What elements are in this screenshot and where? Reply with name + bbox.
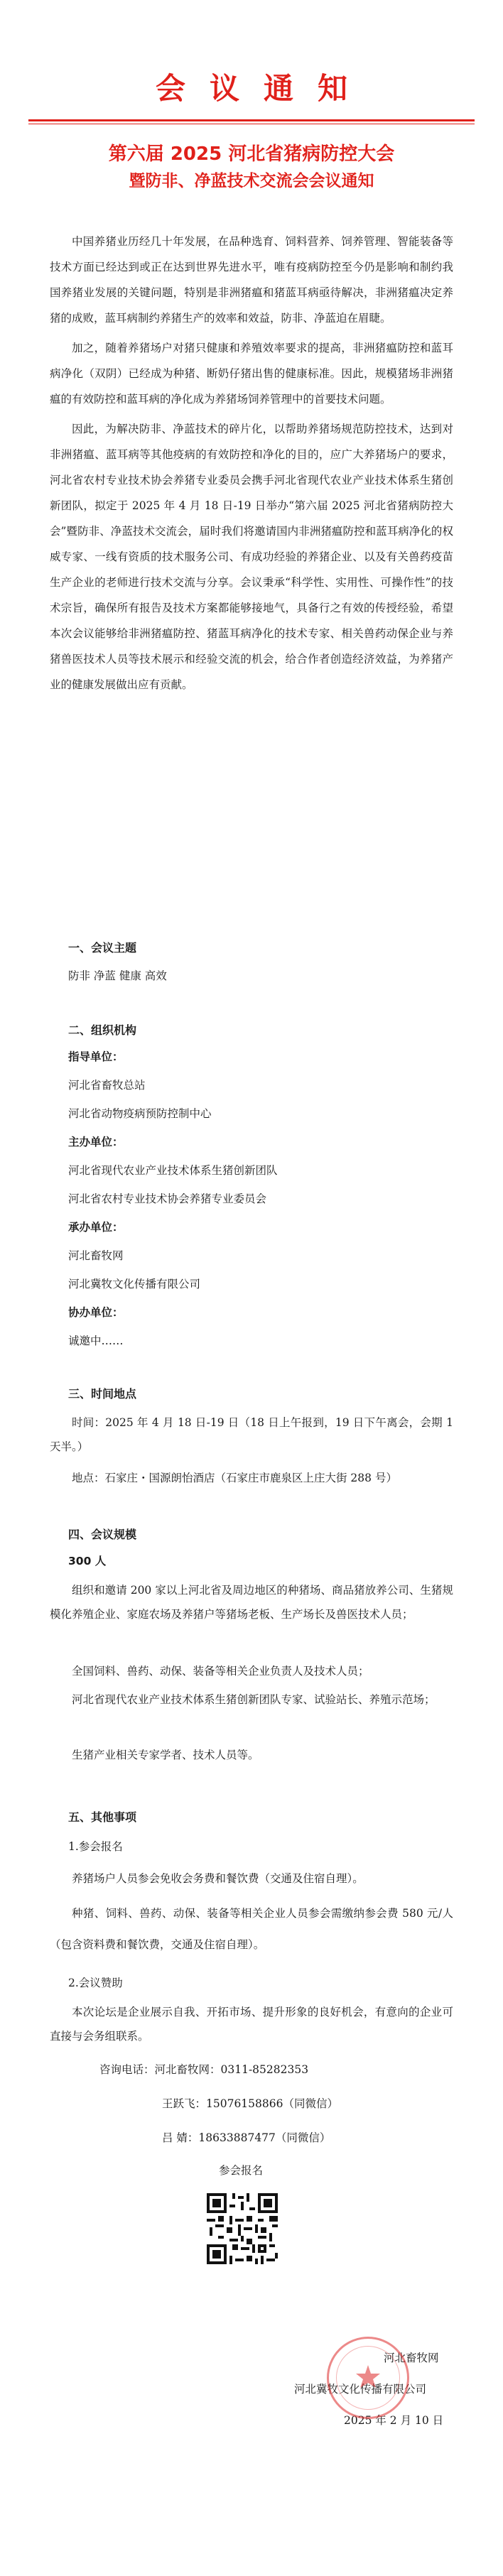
section-theme-title: 一、会议主题 (68, 941, 137, 955)
section-organization-title: 二、组织机构 (68, 1023, 137, 1037)
intro-paragraph-1: 中国养猪业历经几十年发展，在品种选育、饲料营养、饲养管理、智能装备等技术方面已经达到或正在达到世界先进水平，唯有疫病防控至今仍是影响和制约我国养猪业发展的关键问题，特别是非洲猪瘟和猪蓝耳病亟待解决，非洲猪瘟决定养猪的成败，蓝耳病制约养猪生产的效率和效益，防非、净蓝迫在眉睫。 (50, 235, 453, 325)
host-unit-2: 河北省农村专业技术协会养猪专业委员会 (68, 1192, 267, 1205)
contact-person-1: 王跃飞：15076158866（同微信） (162, 2097, 338, 2110)
guide-unit-1: 河北省畜牧总站 (68, 1079, 146, 1092)
seal-star-icon (327, 2337, 409, 2419)
sponsor-title: 2.会议赞助 (68, 1977, 123, 1989)
registration-title: 1.参会报名 (68, 1840, 123, 1853)
signature-org-2: 河北冀牧文化传播有限公司 (294, 2383, 427, 2396)
subtitle-line-1: 第六届 2025 河北省猪病防控大会 (108, 143, 395, 165)
document-title: 会议通知 (155, 71, 372, 106)
co-organizer-label: 协办单位： (68, 1306, 124, 1319)
subtitle-line-2: 暨防非、净蓝技术交流会会议通知 (129, 172, 374, 190)
header-divider-thick (28, 119, 475, 121)
section-scale-title: 四、会议规模 (68, 1528, 137, 1541)
intro-paragraph-2: 加之，随着养猪场户对猪只健康和养殖效率要求的提高，非洲猪瘟防控和蓝耳病净化（双阴）已经成为种猪、断奶仔猪出售的健康标准。因此，规模猪场非洲猪瘟的有效防控和蓝耳病的净化成为养猪场饲养管理中的首要技术问题。 (50, 342, 453, 406)
guide-unit-2: 河北省动物疫病预防控制中心 (68, 1107, 212, 1120)
scale-description: 组织和邀请 200 家以上河北省及周边地区的种猪场、商品猪放养公司、生猪规模化养殖企业、家庭农场及养猪户等猪场老板、生产场长及兽医技术人员； (50, 1584, 453, 1621)
qr-caption: 参会报名 (219, 2164, 264, 2177)
scale-line-3: 河北省现代农业产业技术体系生猪创新团队专家、试验站长、养殖示范场； (72, 1693, 436, 1706)
signature-date: 2025 年 2 月 10 日 (344, 2414, 444, 2427)
intro-block (50, 229, 453, 702)
registration-fee-paid: 种猪、饲料、兽药、动保、装备等相关企业人员参会需缴纳参会费 580 元/人（包含资料费和餐饮费，交通及住宿自理）。 (50, 1907, 453, 1951)
scale-line-2: 全国饲料、兽药、动保、装备等相关企业负责人及技术人员； (72, 1665, 369, 1678)
registration-fee-free: 养猪场户人员参会免收会务费和餐饮费（交通及住宿自理）。 (72, 1872, 364, 1885)
meeting-place: 地点：石家庄・国源朗怡酒店（石家庄市鹿泉区上庄大街 288 号） (72, 1472, 397, 1484)
sponsor-text: 本次论坛是企业展示自我、开拓市场、提升形象的良好机会，有意向的企业可直接与会务组联系。 (50, 2006, 453, 2043)
meeting-time: 时间：2025 年 4 月 18 日-19 日（18 日上午报到，19 日下午离会，会期 1 天半。） (50, 1416, 453, 1453)
co-organizer-unit: 诚邀中…… (68, 1335, 124, 1347)
organizer-unit-2: 河北冀牧文化传播有限公司 (68, 1278, 201, 1290)
contact-person-2: 吕 婧：18633887477（同微信） (162, 2131, 331, 2144)
host-label: 主办单位： (68, 1136, 124, 1148)
official-seal-stamp (327, 2337, 409, 2419)
scale-count: 300 人 (68, 1555, 107, 1567)
signature-org-1: 河北畜牧网 (384, 2352, 439, 2364)
contact-phone: 咨询电话：河北畜牧网：0311-85282353 (99, 2063, 309, 2076)
section-time-place-title: 三、时间地点 (68, 1387, 137, 1401)
guide-label: 指导单位： (68, 1050, 124, 1063)
theme-text: 防非 净蓝 健康 高效 (68, 969, 167, 982)
organizer-unit-1: 河北畜牧网 (68, 1249, 124, 1262)
registration-qr-code[interactable] (204, 2190, 281, 2267)
intro-paragraph-3: 因此，为解决防非、净蓝技术的碎片化，以帮助养猪场规范防控技术，达到对非洲猪瘟、蓝耳病等其他疫病的有效防控和净化的目的，应广大养猪场户的要求，河北省农村专业技术协会养猪专业委员会携手河北省现代农业产业技术体系生猪创新团队，拟定于 2025 年 4 月 18 日-19 日举办“第六届 2025 河北省猪病防控大会”暨防非、净蓝技术交流会，届时我们将邀请国内非洲猪瘟防控和蓝耳病净化的权威专家、一线有资质的技术服务公司、有成功经验的养猪企业、以及有关兽药疫苗生产企业的老师进行技术交流与分享。会议秉承“科学性、实用性、可操作性”的技术宗旨，确保所有报告及技术方案都能够接地气，具备行之有效的传授经验，希望本次会议能够给非洲猪瘟防控、猪蓝耳病净化的技术专家、相关兽药动保企业与养猪兽医技术人员等技术展示和经验交流的机会，给合作者创造经济效益，为养猪产业的健康发展做出应有贡献。 (50, 423, 453, 691)
organizer-label: 承办单位： (68, 1221, 124, 1234)
section-other-title: 五、其他事项 (68, 1810, 137, 1824)
host-unit-1: 河北省现代农业产业技术体系生猪创新团队 (68, 1164, 278, 1177)
scale-line-4: 生猪产业相关专家学者、技术人员等。 (72, 1749, 259, 1761)
qr-code-icon (204, 2190, 281, 2267)
